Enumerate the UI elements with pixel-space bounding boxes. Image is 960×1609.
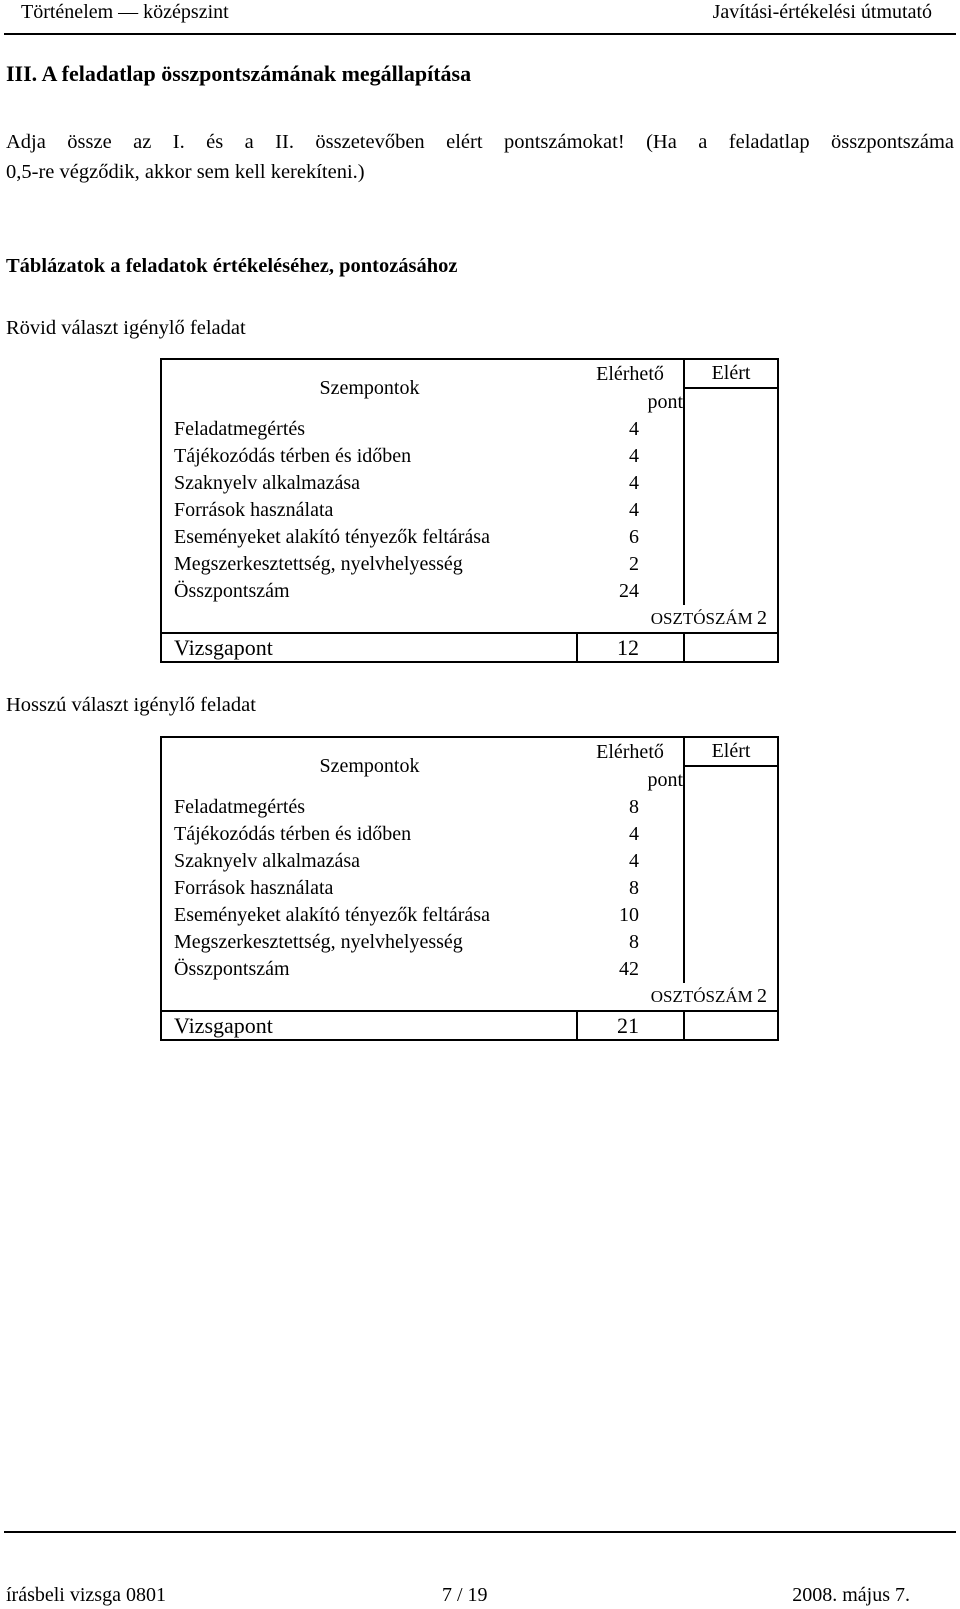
divisor-value: 2 [757,607,767,629]
total-points: 24 [619,580,639,602]
total-row [161,578,778,605]
table-row [161,794,778,821]
table-row [161,875,778,902]
tables-title: Táblázatok a feladatok értékeléséhez, pontozásához [6,255,458,277]
criterion-points: 4 [629,850,639,872]
criterion-label: Szaknyelv alkalmazása [161,470,577,497]
instruction-paragraph [6,127,954,187]
criterion-points: 6 [629,526,639,548]
header-doc-type: Javítási-értékelési útmutató [712,1,932,23]
exam-points-label: Vizsgapont [161,633,577,662]
criterion-points: 8 [629,796,639,818]
criterion-label: Eseményeket alakító tényezők feltárása [161,524,577,551]
exam-points-reached-cell[interactable] [684,633,778,662]
criterion-label: Tájékozódás térben és időben [161,443,577,470]
criteria-header: Szempontok [161,359,577,416]
available-header: Elérhető [577,737,684,766]
reached-cell[interactable] [684,551,778,578]
criterion-points: 4 [629,472,639,494]
total-reached-cell[interactable] [684,578,778,605]
criterion-label: Eseményeket alakító tényezők feltárása [161,902,577,929]
criterion-label: Megszerkesztettség, nyelvhelyesség [161,929,577,956]
criterion-points: 4 [629,823,639,845]
criterion-points: 4 [629,445,639,467]
exam-points-label: Vizsgapont [161,1011,577,1040]
criterion-points: 8 [629,931,639,953]
total-label: Összpontszám [161,578,577,605]
header-subject: Történelem — középszint [21,1,229,23]
table-row [161,470,778,497]
header-divider [4,33,956,35]
exam-points-value: 12 [577,633,684,662]
criterion-label: Tájékozódás térben és időben [161,821,577,848]
reached-cell[interactable] [684,470,778,497]
footer-date: 2008. május 7. [792,1584,910,1606]
section-title: III. A feladatlap összpontszámának megállapítása [6,61,472,86]
criterion-points: 10 [619,904,639,926]
table-row [161,524,778,551]
criterion-points: 8 [629,877,639,899]
divisor-row [161,983,778,1011]
available-header-unit: pont [647,768,683,791]
reached-cell[interactable] [684,902,778,929]
reached-cell[interactable] [684,929,778,956]
short-task-title: Rövid választ igénylő feladat [6,317,246,339]
divisor-value: 2 [757,985,767,1007]
criterion-label: Megszerkesztettség, nyelvhelyesség [161,551,577,578]
exam-points-reached-cell[interactable] [684,1011,778,1040]
criterion-points: 4 [629,499,639,521]
available-header: Elérhető [577,359,684,388]
footer-page-number: 7 / 19 [442,1584,488,1606]
criterion-label: Szaknyelv alkalmazása [161,848,577,875]
total-label: Összpontszám [161,956,577,983]
reached-cell[interactable] [684,848,778,875]
divisor-label [577,983,778,1011]
divisor-row [161,605,778,633]
table-row [161,416,778,443]
available-header-unit: pont [647,390,683,413]
reached-header: Elért [684,737,778,766]
exam-points-value: 21 [577,1011,684,1040]
reached-cell[interactable] [684,388,778,416]
table-row [161,821,778,848]
footer-divider [4,1531,956,1533]
reached-header: Elért [684,359,778,388]
footer-exam-code: írásbeli vizsga 0801 [6,1584,166,1606]
exam-points-row [161,1011,778,1040]
total-reached-cell[interactable] [684,956,778,983]
reached-cell[interactable] [684,497,778,524]
short-task-table [160,358,779,663]
instruction-line-1: Adja össze az I. és a II. összetevőben elért pontszámokat! (Ha a feladatlap összpontszáma [6,131,954,153]
reached-cell[interactable] [684,794,778,821]
exam-points-row [161,633,778,662]
reached-cell[interactable] [684,416,778,443]
table-row [161,497,778,524]
total-points: 42 [619,958,639,980]
criterion-label: Források használata [161,875,577,902]
table-row [161,443,778,470]
table-row [161,848,778,875]
table-row [161,551,778,578]
reached-cell[interactable] [684,524,778,551]
divisor-text: OSZTÓSZÁM [650,609,753,628]
total-row [161,956,778,983]
criterion-label: Források használata [161,497,577,524]
long-task-title: Hosszú választ igénylő feladat [6,694,256,716]
reached-cell[interactable] [684,821,778,848]
reached-cell[interactable] [684,766,778,794]
divisor-label [577,605,778,633]
table-row [161,929,778,956]
criterion-points: 2 [629,553,639,575]
criteria-header: Szempontok [161,737,577,794]
criterion-label: Feladatmegértés [161,416,577,443]
reached-cell[interactable] [684,443,778,470]
long-task-header-row [161,737,778,766]
divisor-text: OSZTÓSZÁM [650,987,753,1006]
instruction-line-2: 0,5-re végződik, akkor sem kell kerekíteni.) [6,161,365,183]
criterion-label: Feladatmegértés [161,794,577,821]
short-task-header-row [161,359,778,388]
reached-cell[interactable] [684,875,778,902]
long-task-table [160,736,779,1041]
criterion-points: 4 [629,418,639,440]
table-row [161,902,778,929]
